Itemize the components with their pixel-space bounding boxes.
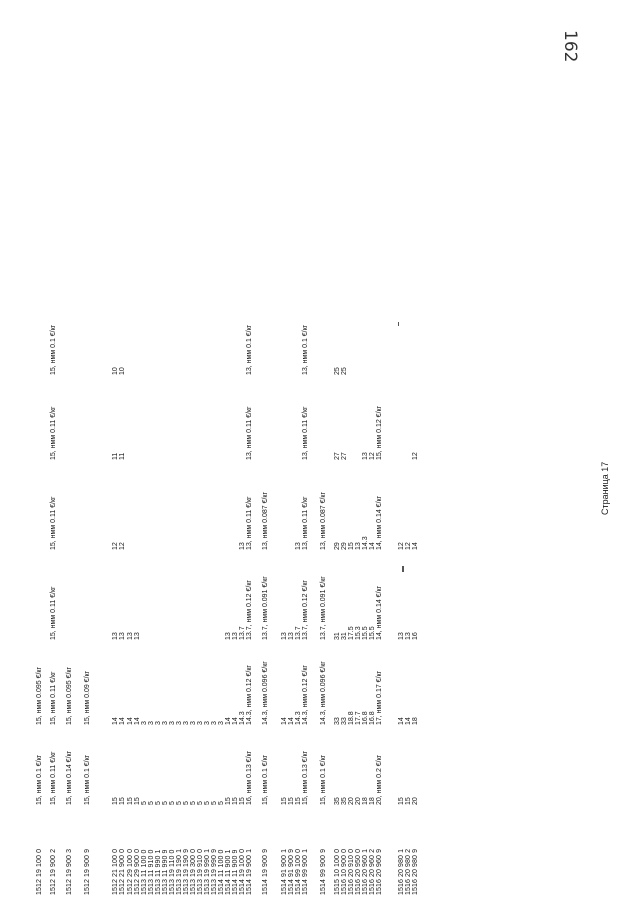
- tariff-code: 1513 11 990 1: [155, 849, 162, 895]
- rate-cell: 35: [341, 797, 348, 805]
- rate-cell: 11: [119, 452, 126, 460]
- rate-cell: 14, нмм 0.14 €/кг: [376, 495, 383, 550]
- rate-cell: 15: [112, 797, 119, 805]
- rate-cell: 13: [362, 452, 369, 460]
- rate-cell: 18.8: [348, 711, 355, 725]
- rate-cell: 12: [119, 542, 126, 550]
- rate-cell: 12: [398, 542, 405, 550]
- rate-cell: 15: [295, 797, 302, 805]
- rate-cell: 13, нмм 0.11 €/кг: [302, 406, 309, 460]
- rate-cell: 5: [155, 801, 162, 805]
- rate-cell: 13.7: [295, 626, 302, 640]
- rate-cell: 14: [134, 717, 141, 725]
- rate-cell: 3: [148, 721, 155, 725]
- rate-cell: 15, нмм 0.11 €/кг: [50, 751, 57, 805]
- rate-cell: 13: [232, 632, 239, 640]
- rate-cell: 5: [183, 801, 190, 805]
- rate-cell: 13: [119, 632, 126, 640]
- tariff-code: 1512 29 100 0: [127, 848, 134, 895]
- tariff-code: 1514 99 900 1: [302, 848, 309, 895]
- rate-cell: 15: [281, 797, 288, 805]
- rate-cell: 3: [155, 721, 162, 725]
- rate-cell: 25: [334, 367, 341, 375]
- tariff-code: 1514 91 900 9: [288, 848, 295, 895]
- rate-cell: 15.5: [362, 626, 369, 640]
- rate-cell: 15, нмм 0.1 €/кг: [262, 754, 269, 805]
- rate-cell: 35: [334, 797, 341, 805]
- rate-cell: 5: [169, 801, 176, 805]
- tariff-code: 1513 19 990 1: [204, 848, 211, 895]
- rate-cell: 18: [362, 797, 369, 805]
- tariff-code: 1513 11 100 0: [141, 849, 148, 895]
- rate-cell: 15.5: [369, 626, 376, 640]
- rate-cell: 13: [398, 632, 405, 640]
- rate-cell: 13, нмм 0.087 €/кг: [262, 491, 269, 550]
- tariff-code: 1516 20 960 9: [376, 848, 383, 895]
- rate-cell: 15, нмм 0.11 €/кг: [50, 406, 57, 460]
- rate-cell: 33: [341, 717, 348, 725]
- tariff-code: 1516 20 980 1: [398, 848, 405, 895]
- rate-cell: 13, нмм 0.087 €/кг: [320, 491, 327, 550]
- rate-cell: 12: [369, 452, 376, 460]
- rate-cell: 18: [412, 717, 419, 725]
- rate-cell: 10: [119, 367, 126, 375]
- rate-cell: 14.3, нмм 0.096 €/кг: [320, 661, 327, 725]
- rate-cell: 13.7, нмм 0.12 €/кг: [302, 580, 309, 640]
- rate-cell: 14: [225, 717, 232, 725]
- rate-cell: 25: [341, 367, 348, 375]
- rate-cell: 27: [334, 452, 341, 460]
- tariff-code: 1512 19 900 3: [66, 848, 73, 895]
- tariff-code: 1512 19 100 0: [36, 848, 43, 895]
- rate-cell: 16.8: [362, 711, 369, 725]
- tariff-code: 1516 20 960 1: [362, 848, 369, 895]
- rate-cell: 14: [119, 717, 126, 725]
- tariff-code: 1512 21 100 0: [112, 848, 119, 895]
- rate-cell: 13, нмм 0.11 €/кг: [246, 496, 253, 550]
- rate-cell: 3: [204, 721, 211, 725]
- tariff-code: 1513 19 910 0: [197, 848, 204, 895]
- rate-cell: 5: [218, 801, 225, 805]
- rate-cell: 15: [127, 797, 134, 805]
- rate-cell: 33: [334, 717, 341, 725]
- rate-cell: 15, нмм 0.1 €/кг: [36, 754, 43, 805]
- rate-cell: 3: [169, 721, 176, 725]
- rate-cell: 13, нмм 0.1 €/кг: [246, 324, 253, 375]
- rate-cell: 29: [341, 542, 348, 550]
- tariff-code: 1514 19 100 0: [239, 848, 246, 895]
- rate-cell: 12: [405, 542, 412, 550]
- rate-cell: 3: [218, 721, 225, 725]
- rate-cell: 5: [197, 801, 204, 805]
- rate-cell: 14: [232, 717, 239, 725]
- rate-cell: 15: [288, 797, 295, 805]
- rate-cell: 20: [355, 797, 362, 805]
- tariff-code: 1514 11 100 0: [218, 849, 225, 895]
- rate-cell: 12: [112, 542, 119, 550]
- rate-cell: 31: [341, 632, 348, 640]
- tariff-code: 1516 20 960 2: [369, 848, 376, 895]
- tariff-code: 1516 20 950 0: [355, 848, 362, 895]
- scan-speck: [402, 566, 404, 572]
- rate-cell: 16.8: [369, 711, 376, 725]
- tariff-code: 1516 20 980 2: [405, 848, 412, 895]
- page-number: Страница 17: [600, 461, 610, 515]
- rate-cell: 15: [225, 797, 232, 805]
- rate-cell: 15, нмм 0.095 €/кг: [66, 666, 73, 725]
- rate-cell: 13: [127, 632, 134, 640]
- tariff-code: 1514 91 900 1: [281, 848, 288, 895]
- tariff-code: 1514 19 900 1: [246, 848, 253, 895]
- rate-cell: 16: [412, 632, 419, 640]
- rate-cell: 15.3: [355, 626, 362, 640]
- rate-cell: 14.3: [239, 711, 246, 725]
- rate-cell: 5: [162, 801, 169, 805]
- rate-cell: 17.5: [348, 626, 355, 640]
- rate-cell: 14: [112, 717, 119, 725]
- rate-cell: 14: [405, 717, 412, 725]
- rate-cell: 15: [405, 797, 412, 805]
- rate-cell: 14.3, нмм 0.12 €/кг: [302, 665, 309, 725]
- tariff-code: 1514 11 900 9: [232, 849, 239, 895]
- rate-cell: 15, нмм 0.13 €/кг: [302, 750, 309, 805]
- rate-cell: 14.3, нмм 0.12 €/кг: [246, 665, 253, 725]
- tariff-code: 1516 10 900 0: [341, 848, 348, 895]
- rate-cell: 31: [334, 632, 341, 640]
- tariff-code: 1515 10 100 0: [334, 848, 341, 895]
- tariff-code: 1512 19 900 9: [84, 848, 91, 895]
- tariff-code: 1514 99 100 0: [295, 848, 302, 895]
- rate-cell: 5: [141, 801, 148, 805]
- rate-cell: 20, нмм 0.2 €/кг: [376, 754, 383, 805]
- rate-cell: 15, нмм 0.11 €/кг: [50, 671, 57, 725]
- rate-cell: 13: [239, 542, 246, 550]
- rate-cell: 5: [148, 801, 155, 805]
- tariff-code: 1513 19 300 0: [190, 848, 197, 895]
- rate-cell: 15, нмм 0.09 €/кг: [84, 670, 91, 725]
- tariff-code: 1513 11 910 0: [148, 849, 155, 895]
- rate-cell: 3: [211, 721, 218, 725]
- rate-cell: 15: [398, 797, 405, 805]
- rate-cell: 3: [176, 721, 183, 725]
- rate-cell: 15, нмм 0.1 €/кг: [50, 324, 57, 375]
- rate-cell: 12: [412, 452, 419, 460]
- tariff-code: 1514 19 900 9: [262, 848, 269, 895]
- rate-cell: 15: [232, 797, 239, 805]
- rate-cell: 13: [405, 632, 412, 640]
- rate-cell: 20: [348, 797, 355, 805]
- rate-cell: 13: [225, 632, 232, 640]
- tariff-code: 1512 21 900 0: [119, 848, 126, 895]
- tariff-code: 1512 29 900 0: [134, 848, 141, 895]
- rate-cell: 3: [190, 721, 197, 725]
- rate-cell: 14.3: [362, 536, 369, 550]
- rate-cell: 13.7, нмм 0.091 €/кг: [262, 576, 269, 640]
- tariff-code: 1516 20 910 0: [348, 848, 355, 895]
- rate-cell: 13: [281, 632, 288, 640]
- rate-cell: 15, нмм 0.12 €/кг: [376, 405, 383, 460]
- rate-cell: 3: [162, 721, 169, 725]
- rate-cell: 10: [112, 367, 119, 375]
- rate-cell: 13: [295, 542, 302, 550]
- scan-speck: [398, 322, 399, 326]
- rate-cell: 13: [134, 632, 141, 640]
- rate-cell: 29: [334, 542, 341, 550]
- rate-cell: 15, нмм 0.11 €/кг: [50, 496, 57, 550]
- rate-cell: 5: [204, 801, 211, 805]
- rate-cell: 14.3, нмм 0.096 €/кг: [262, 661, 269, 725]
- rate-cell: 20: [412, 797, 419, 805]
- rate-cell: 14: [288, 717, 295, 725]
- rate-cell: 13: [112, 632, 119, 640]
- rate-cell: 15, нмм 0.14 €/кг: [66, 750, 73, 805]
- tariff-code: 1513 19 190 1: [176, 848, 183, 895]
- rate-cell: 27: [341, 452, 348, 460]
- rate-cell: 14: [281, 717, 288, 725]
- tariff-code: 1512 19 900 2: [50, 848, 57, 895]
- rate-cell: 15: [134, 797, 141, 805]
- rate-cell: 11: [112, 452, 119, 460]
- rate-cell: 5: [190, 801, 197, 805]
- rate-cell: 15, нмм 0.1 €/кг: [320, 754, 327, 805]
- rate-cell: 14.3: [295, 711, 302, 725]
- rate-cell: 18: [369, 797, 376, 805]
- rate-cell: 14: [412, 542, 419, 550]
- rate-cell: 15: [348, 542, 355, 550]
- tariff-code: 1514 11 900 1: [225, 849, 232, 895]
- rate-cell: 13, нмм 0.1 €/кг: [302, 324, 309, 375]
- rate-cell: 5: [176, 801, 183, 805]
- rate-cell: 13.7, нмм 0.12 €/кг: [246, 580, 253, 640]
- rate-cell: 15: [239, 797, 246, 805]
- rate-cell: 3: [197, 721, 204, 725]
- rate-cell: 14: [369, 542, 376, 550]
- rate-cell: 14: [127, 717, 134, 725]
- tariff-code: 1513 11 990 9: [162, 849, 169, 895]
- rate-cell: 15, нмм 0.095 €/кг: [36, 666, 43, 725]
- rate-cell: 13, нмм 0.11 €/кг: [302, 496, 309, 550]
- rate-cell: 17, нмм 0.17 €/кг: [376, 670, 383, 725]
- rate-cell: 13.7: [239, 626, 246, 640]
- tariff-code: 1513 19 190 9: [183, 848, 190, 895]
- rate-cell: 3: [141, 721, 148, 725]
- rate-cell: 13, нмм 0.11 €/кг: [246, 406, 253, 460]
- rate-cell: 5: [211, 801, 218, 805]
- tariff-code: 1514 99 900 9: [320, 848, 327, 895]
- rate-cell: 14, нмм 0.14 €/кг: [376, 585, 383, 640]
- handwritten-page-mark: 162: [560, 30, 580, 63]
- rate-cell: 17.7: [355, 711, 362, 725]
- tariff-code: 1513 19 110 0: [169, 849, 176, 895]
- rate-cell: 15: [119, 797, 126, 805]
- rate-cell: 13.7, нмм 0.091 €/кг: [320, 576, 327, 640]
- rate-cell: 3: [183, 721, 190, 725]
- tariff-code: 1516 20 980 9: [412, 848, 419, 895]
- rate-cell: 13: [288, 632, 295, 640]
- rate-cell: 15, нмм 0.1 €/кг: [84, 754, 91, 805]
- tariff-code: 1513 19 990 9: [211, 848, 218, 895]
- rate-cell: 16, нмм 0.13 €/кг: [246, 750, 253, 805]
- rate-cell: 15, нмм 0.11 €/кг: [50, 586, 57, 640]
- rate-cell: 13: [355, 542, 362, 550]
- rate-cell: 14: [398, 717, 405, 725]
